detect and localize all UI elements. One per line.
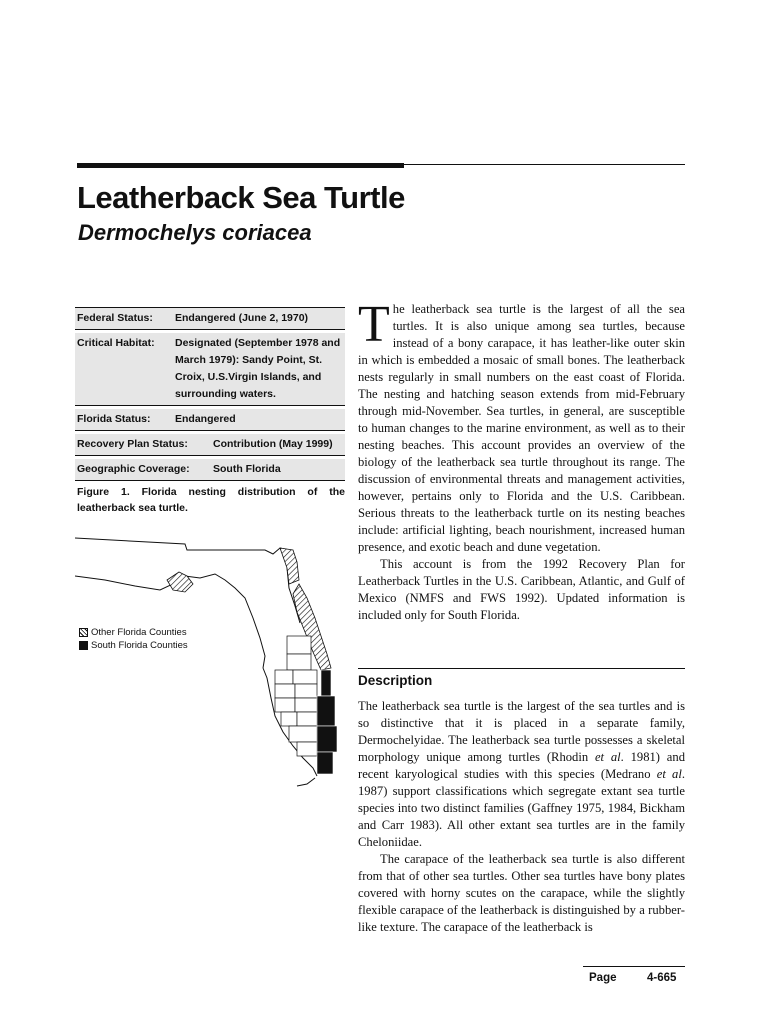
intro-paragraph-1-text: he leatherback sea turtle is the largest of all the sea turtles. It is also unique among sea turtles, because instead of a bony carapace, it has leather-like outer skin in which is embedded a mosaic of small bones. The leatherback nests regularly in small numbers on the east coast of Florida. The nesting and hatching season extends from mid-February through mid-November. Sea turtles, in general, are susceptible to human changes to the marine environment, as well as to their nesting beaches. This account provides an overview of the biology of the leatherback sea turtle throughout its range. The discussion of environmental threats and management activities, however, pertains only to Florida and the U.S. Caribbean. Serious threats to the leatherback turtle on its nesting beaches include: artificial lighting, beach nourishment, increased human presence, and exotic beach and dune vegetation.	[358, 302, 685, 554]
description-text-c: . 1987) support classifications which segregate extant sea turtle species into two distinct families (Gaffney 1975, 1984, Bickham and Carr 1983). All other extant sea turtles are in the family Cheloniidae.	[358, 767, 685, 849]
legend-label-south: South Florida Counties	[91, 640, 188, 651]
status-row-florida	[75, 409, 345, 431]
status-table	[75, 307, 345, 481]
citation-et-al: et al	[594, 750, 621, 764]
gulf-coast-outline	[75, 574, 265, 668]
description-heading: Description	[358, 673, 433, 688]
description-text	[358, 698, 685, 936]
citation-et-al: et al	[656, 767, 682, 781]
description-paragraph-2: The carapace of the leatherback sea turtle is also different from that of other sea turtles. Other sea turtles have bony plates covered with horny scutes on the carapace, while the slightly flexible carapace of the leatherback is distinguished by a rubber-like texture. The carapace of the leatherback is	[358, 852, 685, 934]
hatched-panhandle-county	[167, 572, 193, 592]
legend-item-other	[79, 626, 188, 639]
page-number: 4-665	[647, 972, 677, 984]
header-rule-thin	[404, 164, 685, 165]
status-value: Endangered	[175, 413, 236, 425]
status-label: Recovery Plan Status:	[77, 438, 188, 450]
status-value: Endangered (June 2, 1970)	[175, 312, 309, 324]
description-text-b: . 1981) and recent karyological studies with this species (Medrano	[358, 750, 685, 781]
drop-cap: T	[358, 296, 390, 353]
header-rule-thick	[77, 163, 404, 168]
figure-caption: Figure 1. Florida nesting distribution of the leatherback sea turtle.	[77, 486, 345, 514]
status-row-federal	[75, 308, 345, 330]
status-row-critical-habitat	[75, 333, 345, 406]
keys	[297, 778, 315, 786]
status-value: Contribution (May 1999)	[213, 438, 333, 450]
map-legend	[79, 626, 188, 652]
status-label: Critical Habitat:	[77, 337, 155, 349]
status-value: South Florida	[213, 463, 281, 475]
status-label: Federal Status:	[77, 312, 153, 324]
footer-rule	[583, 966, 685, 967]
status-row-geographic	[75, 459, 345, 481]
scientific-name: Dermochelys coriacea	[78, 220, 312, 245]
legend-label-other: Other Florida Counties	[91, 627, 187, 638]
inland-county-grid	[275, 636, 317, 756]
description-rule	[358, 668, 685, 669]
page-label: Page	[589, 972, 617, 984]
status-row-recovery-plan	[75, 434, 345, 456]
status-label: Florida Status:	[77, 413, 151, 425]
intro-paragraph-1	[358, 296, 685, 556]
page-title: Leatherback Sea Turtle	[77, 180, 405, 215]
hatch-swatch-icon	[79, 628, 88, 637]
legend-item-south	[79, 639, 188, 652]
hatched-northeast-coast	[280, 548, 299, 584]
intro-text	[358, 296, 685, 624]
florida-map	[75, 528, 350, 793]
solid-swatch-icon	[79, 641, 88, 650]
status-label: Geographic Coverage:	[77, 463, 190, 475]
status-value: Designated (September 1978 and March 1979): Sandy Point, St. Croix, U.S.Virgin Islands, and surrounding waters.	[175, 337, 341, 400]
intro-paragraph-2: This account is from the 1992 Recovery Plan for Leatherback Turtles in the U.S. Caribbean, Atlantic, and Gulf of Mexico (NMFS and FWS 1992). Updated information is included only for South Florida.	[358, 557, 685, 622]
south-florida-counties	[317, 670, 337, 774]
description-text-a: The leatherback sea turtle is the largest of the sea turtles and is so distinctive that it is placed in a separate family, Dermochelyidae. The leatherback sea turtle possesses a skeletal morphology unique among turtles (Rhodin	[358, 699, 685, 764]
description-paragraph-1	[358, 698, 685, 851]
